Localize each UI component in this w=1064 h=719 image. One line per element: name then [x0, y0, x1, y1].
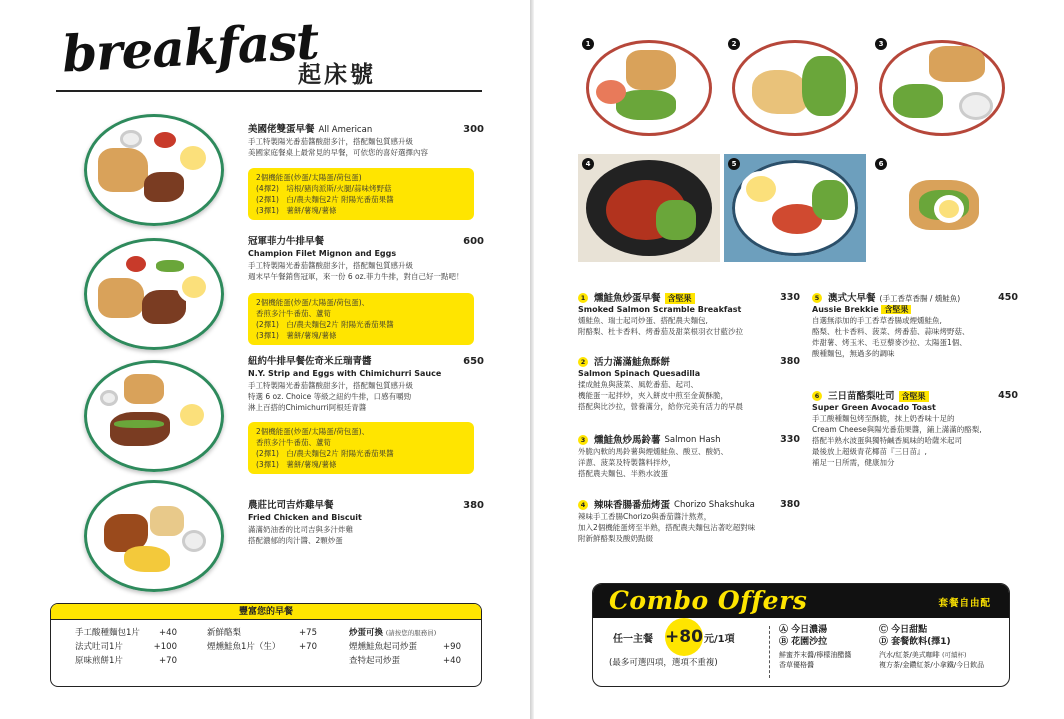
- combo-suffix: 元/1項: [703, 634, 735, 645]
- item-desc-line: 美國家庭餐桌上最常見的早餐，可依您的喜好選擇內容: [248, 148, 428, 157]
- enrich-col-1: [75, 626, 177, 668]
- item-desc-line: 揉成鮭魚與菠菜、風乾番茄、起司、: [578, 379, 698, 389]
- option-line: 香煎多汁牛番茄、蘆筍: [256, 309, 331, 318]
- option-line: 2個機能蛋(炒蛋/太陽蛋/荷包蛋): [256, 173, 362, 182]
- item-desc-line: 滿滿奶油香的比司吉與多汁炸雞: [248, 525, 353, 534]
- photo-number: 4: [582, 158, 594, 170]
- menu-item-filet-mignon: [248, 236, 484, 282]
- combo-offers-box: [592, 583, 1010, 687]
- item-name: 三日苗酪梨吐司: [828, 390, 895, 402]
- addon-price: +70: [159, 656, 177, 666]
- photo-number: 5: [728, 158, 740, 170]
- item-name: 澳式大早餐: [828, 292, 876, 304]
- salad-dressing-line: 鮮蜜芥末醬/檸檬油醋醬: [779, 651, 852, 659]
- option-b: Ⓑ 花園沙拉: [779, 637, 828, 647]
- nut-tag: 含堅果: [881, 305, 911, 314]
- dish-photo-4: [578, 154, 720, 262]
- item-name: 燻鮭魚炒蛋早餐: [594, 292, 661, 304]
- addon-name: 法式吐司1片: [75, 642, 123, 652]
- item-desc-line: 手工特製陽光番茄醬酸甜多汁，搭配麵包質感升級: [248, 137, 413, 146]
- item-desc-line: 特選 6 oz. Choice 等級之紐約牛排，口感有嚼勁: [248, 392, 412, 401]
- dish-photo-6: [871, 154, 1013, 262]
- item-price: 650: [463, 356, 484, 367]
- item-price: 300: [463, 124, 484, 135]
- item-price: 380: [780, 356, 800, 367]
- addon-name: 煙燻鮭魚1片（生）: [207, 642, 281, 652]
- option-line: 香煎多汁牛番茄、蘆筍: [256, 438, 331, 447]
- item-desc-line: 搭配農夫麵包、半熟水波蛋: [578, 468, 668, 478]
- all-american-photo: [84, 114, 224, 226]
- filet-mignon-photo: [84, 238, 224, 350]
- item-price: 380: [463, 500, 484, 511]
- item-name-en: Chorizo Shakshuka: [674, 499, 755, 510]
- drink-line: 汽水/紅茶/美式咖啡: [879, 651, 940, 659]
- refill-note: (可續杯): [941, 651, 967, 659]
- addon-price: +40: [159, 628, 177, 638]
- drink-line: 複方茶/金鑽紅茶/小拿鐵/今日飲品: [879, 661, 985, 669]
- item-name: 活力滿滿鮭魚酥餅: [594, 356, 671, 368]
- item-name: 美國佬雙蛋早餐: [248, 124, 315, 135]
- item-desc-line: 炸甜薯、烤玉米、毛豆藜麥沙拉、太陽蛋1個、: [812, 337, 967, 347]
- option-line: (2擇1) 白/農夫麵包2片 附陽光番茄果醬: [256, 320, 394, 329]
- ny-strip-photo: [84, 360, 224, 472]
- item-price: 450: [998, 292, 1018, 303]
- combo-price-badge: +80: [665, 618, 703, 656]
- item-desc-line: 手工酸種麵包烤至酥脆，抹上奶香味十足的: [812, 413, 955, 423]
- combo-header: [593, 584, 1009, 618]
- combo-price-area: [603, 620, 773, 678]
- item-name-en: Salmon Spinach Quesadilla: [578, 368, 701, 378]
- options-box-ny-strip: [248, 422, 474, 474]
- photo-number: 6: [875, 158, 887, 170]
- photo-number: 3: [875, 38, 887, 50]
- photo-number: 2: [728, 38, 740, 50]
- item-desc-line: 自選無添加的手工香草香腸或煙燻鮭魚,: [812, 315, 942, 325]
- enrich-title: 豐富您的早餐: [51, 604, 481, 620]
- menu-item-aussie-brekkie: [812, 292, 1018, 359]
- item-desc-line: 附新鮮酪梨及酸奶點綴: [578, 533, 653, 543]
- item-desc-line: 最後放上超級青花椰苗『三日苗』,: [812, 446, 927, 456]
- item-name: 紐約牛排早餐佐奇米丘瑞青醬: [248, 356, 372, 367]
- combo-options: [779, 624, 1005, 670]
- item-number: 3: [578, 435, 588, 445]
- item-desc-line: 週末早午餐銷售冠軍，來一份 6 oz.菲力牛排，對自己好一點吧！: [248, 272, 464, 281]
- menu-item-salmon-quesadilla: [578, 356, 800, 412]
- enrich-col-3: [349, 626, 461, 668]
- item-price: 330: [780, 292, 800, 303]
- addon-name: 煙燻鮭魚起司炒蛋: [349, 642, 418, 652]
- nut-tag: 含堅果: [899, 391, 929, 402]
- enrich-breakfast-box: [50, 603, 482, 687]
- item-name-en: Fried Chicken and Biscuit: [248, 513, 362, 522]
- menu-item-chorizo-shakshuka: [578, 499, 800, 544]
- menu-item-avocado-toast: [812, 390, 1018, 468]
- option-line: 2個機能蛋(炒蛋/太陽蛋/荷包蛋)、: [256, 427, 370, 436]
- item-desc-line: 手工特製陽光番茄醬酸甜多汁，搭配麵包質感升級: [248, 261, 413, 270]
- egg-swap-note: (請按您的服務員): [385, 629, 437, 637]
- item-number: 6: [812, 391, 822, 401]
- option-line: (3擇1) 薯餅/薯塊/薯條: [256, 460, 337, 469]
- item-name: 辣味香腸番茄烤蛋: [594, 499, 671, 511]
- item-desc-line: 機能蛋一起拌炒，夾入餅皮中煎至金黃酥脆，: [578, 390, 728, 400]
- combo-note: (最多可選四項，選項不重複): [609, 658, 718, 668]
- option-d: Ⓓ 套餐飲料(擇1): [879, 637, 951, 647]
- option-line: (3擇1) 薯餅/薯塊/薯條: [256, 331, 337, 340]
- item-desc-line: 洋蔥、菠菜及特製醬料拌炒，: [578, 457, 676, 467]
- addon-name: 手工酸種麵包1片: [75, 628, 140, 638]
- option-c: Ⓒ 今日甜點: [879, 625, 928, 635]
- option-a: Ⓐ 今日濃湯: [779, 625, 828, 635]
- item-desc-line: 外脆內軟的馬鈴薯與煙燻鮭魚、酸豆、酸奶、: [578, 446, 728, 456]
- item-desc-line: 手工特製陽光番茄醬酸甜多汁，搭配麵包質感升級: [248, 381, 413, 390]
- item-name-en: All American: [318, 125, 373, 135]
- menu-item-fried-chicken: [248, 500, 484, 546]
- option-line: (2擇1) 白/農夫麵包2片 附陽光番茄果醬: [256, 449, 394, 458]
- egg-swap-title: 炒蛋可換: [349, 628, 384, 638]
- menu-item-salmon-hash: [578, 434, 800, 479]
- item-price: 330: [780, 434, 800, 445]
- addon-price: +75: [299, 628, 317, 638]
- item-desc-line: 燻鮭魚、瑞士起司炒蛋、搭配農夫麵包,: [578, 315, 708, 325]
- option-line: (3擇1) 薯餅/薯塊/薯條: [256, 206, 337, 215]
- combo-prefix: 任一主餐: [613, 634, 653, 645]
- item-desc-line: 辣味手工香腸Chorizo與番茄醬汁熬煮，: [578, 511, 712, 521]
- option-line: (4擇2) 培根/豬肉派斯/火腿/蒜味烤野菇: [256, 184, 392, 193]
- addon-price: +40: [443, 656, 461, 666]
- breakfast-script-title: breakfast: [60, 11, 320, 84]
- fried-chicken-photo: [84, 480, 224, 592]
- item-name-en: Super Green Avocado Toast: [812, 402, 936, 412]
- dish-photo-3: [871, 34, 1013, 142]
- left-page: [0, 0, 530, 719]
- item-desc-line: 搭配與比沙拉，營養滿分，給你完美有活力的早晨: [578, 401, 743, 411]
- item-desc-line: 酪梨、杜卡香料、菠菜、烤番茄、蒜味烤野菇、: [812, 326, 970, 336]
- options-box-all-american: [248, 168, 474, 220]
- nut-tag: 含堅果: [665, 293, 695, 304]
- option-line: (2擇1) 白/農夫麵包2片 附陽光番茄果醬: [256, 195, 394, 204]
- item-desc-line: 加入2個機能蛋烤至半熟，搭配農夫麵包沾著吃超對味: [578, 522, 756, 532]
- photo-number: 1: [582, 38, 594, 50]
- combo-title: Combo Offers: [609, 586, 808, 615]
- item-number: 5: [812, 293, 822, 303]
- item-price: 600: [463, 236, 484, 247]
- title-rule: [56, 90, 482, 92]
- item-name: 冠軍菲力牛排早餐: [248, 236, 325, 247]
- item-number: 2: [578, 357, 588, 367]
- item-name: 農莊比司吉炸雞早餐: [248, 500, 334, 511]
- item-desc-line: Cream Cheese與陽光番茄果醬，鋪上滿滿的酪梨,: [812, 424, 982, 434]
- item-name-en: N.Y. Strip and Eggs with Chimichurri Sauce: [248, 369, 442, 378]
- addon-price: +90: [443, 642, 461, 652]
- item-number: 1: [578, 293, 588, 303]
- item-name-en: Champion Filet Mignon and Eggs: [248, 249, 397, 258]
- option-line: 2個機能蛋(炒蛋/太陽蛋/荷包蛋)、: [256, 298, 370, 307]
- item-desc-line: 淋上百搭的Chimichurri阿根廷青醬: [248, 403, 367, 412]
- combo-free-text: 套餐自由配: [938, 598, 991, 609]
- menu-item-ny-strip: [248, 356, 484, 413]
- item-desc-line: 附酪梨、杜卡香料、烤番茄及甜菜根羽衣甘藍沙拉: [578, 326, 743, 336]
- item-desc-line: 搭配半熟水波蛋與獨特鹹香風味的哈薩米起司: [812, 435, 962, 445]
- dish-photo-1: [578, 34, 720, 142]
- addon-name: 查特起司炒蛋: [349, 656, 401, 666]
- addon-price: +70: [299, 642, 317, 652]
- dish-photo-5: [724, 154, 866, 262]
- addon-name: 新鮮酪梨: [207, 628, 242, 638]
- addon-name: 原味煎餅1片: [75, 656, 123, 666]
- item-name-en: Smoked Salmon Scramble Breakfast: [578, 304, 742, 314]
- item-desc-line: 搭配濃郁的肉汁醬、2顆炒蛋: [248, 536, 343, 545]
- item-price: 380: [780, 499, 800, 510]
- menu-item-all-american: [248, 124, 484, 158]
- item-name-en: Salmon Hash: [664, 434, 721, 445]
- options-box-filet-mignon: [248, 293, 474, 345]
- breakfast-zh-title: 起床號: [298, 62, 376, 88]
- menu-item-smoked-salmon: [578, 292, 800, 337]
- item-name-note: (手工香草香腸 / 燻鮭魚): [879, 293, 961, 303]
- combo-divider: [769, 626, 770, 678]
- salad-dressing-line: 香草優格醬: [779, 661, 814, 669]
- item-name-en: Aussie Brekkie: [812, 304, 879, 314]
- item-price: 450: [998, 390, 1018, 401]
- enrich-col-2: [207, 626, 317, 654]
- item-number: 4: [578, 500, 588, 510]
- item-desc-line: 補足一日所需，健康加分: [812, 457, 895, 467]
- item-desc-line: 酸種麵包，無過多的調味: [812, 348, 895, 358]
- item-name: 燻鮭魚炒馬鈴薯: [594, 434, 661, 446]
- dish-photo-2: [724, 34, 866, 142]
- addon-price: +100: [153, 642, 177, 652]
